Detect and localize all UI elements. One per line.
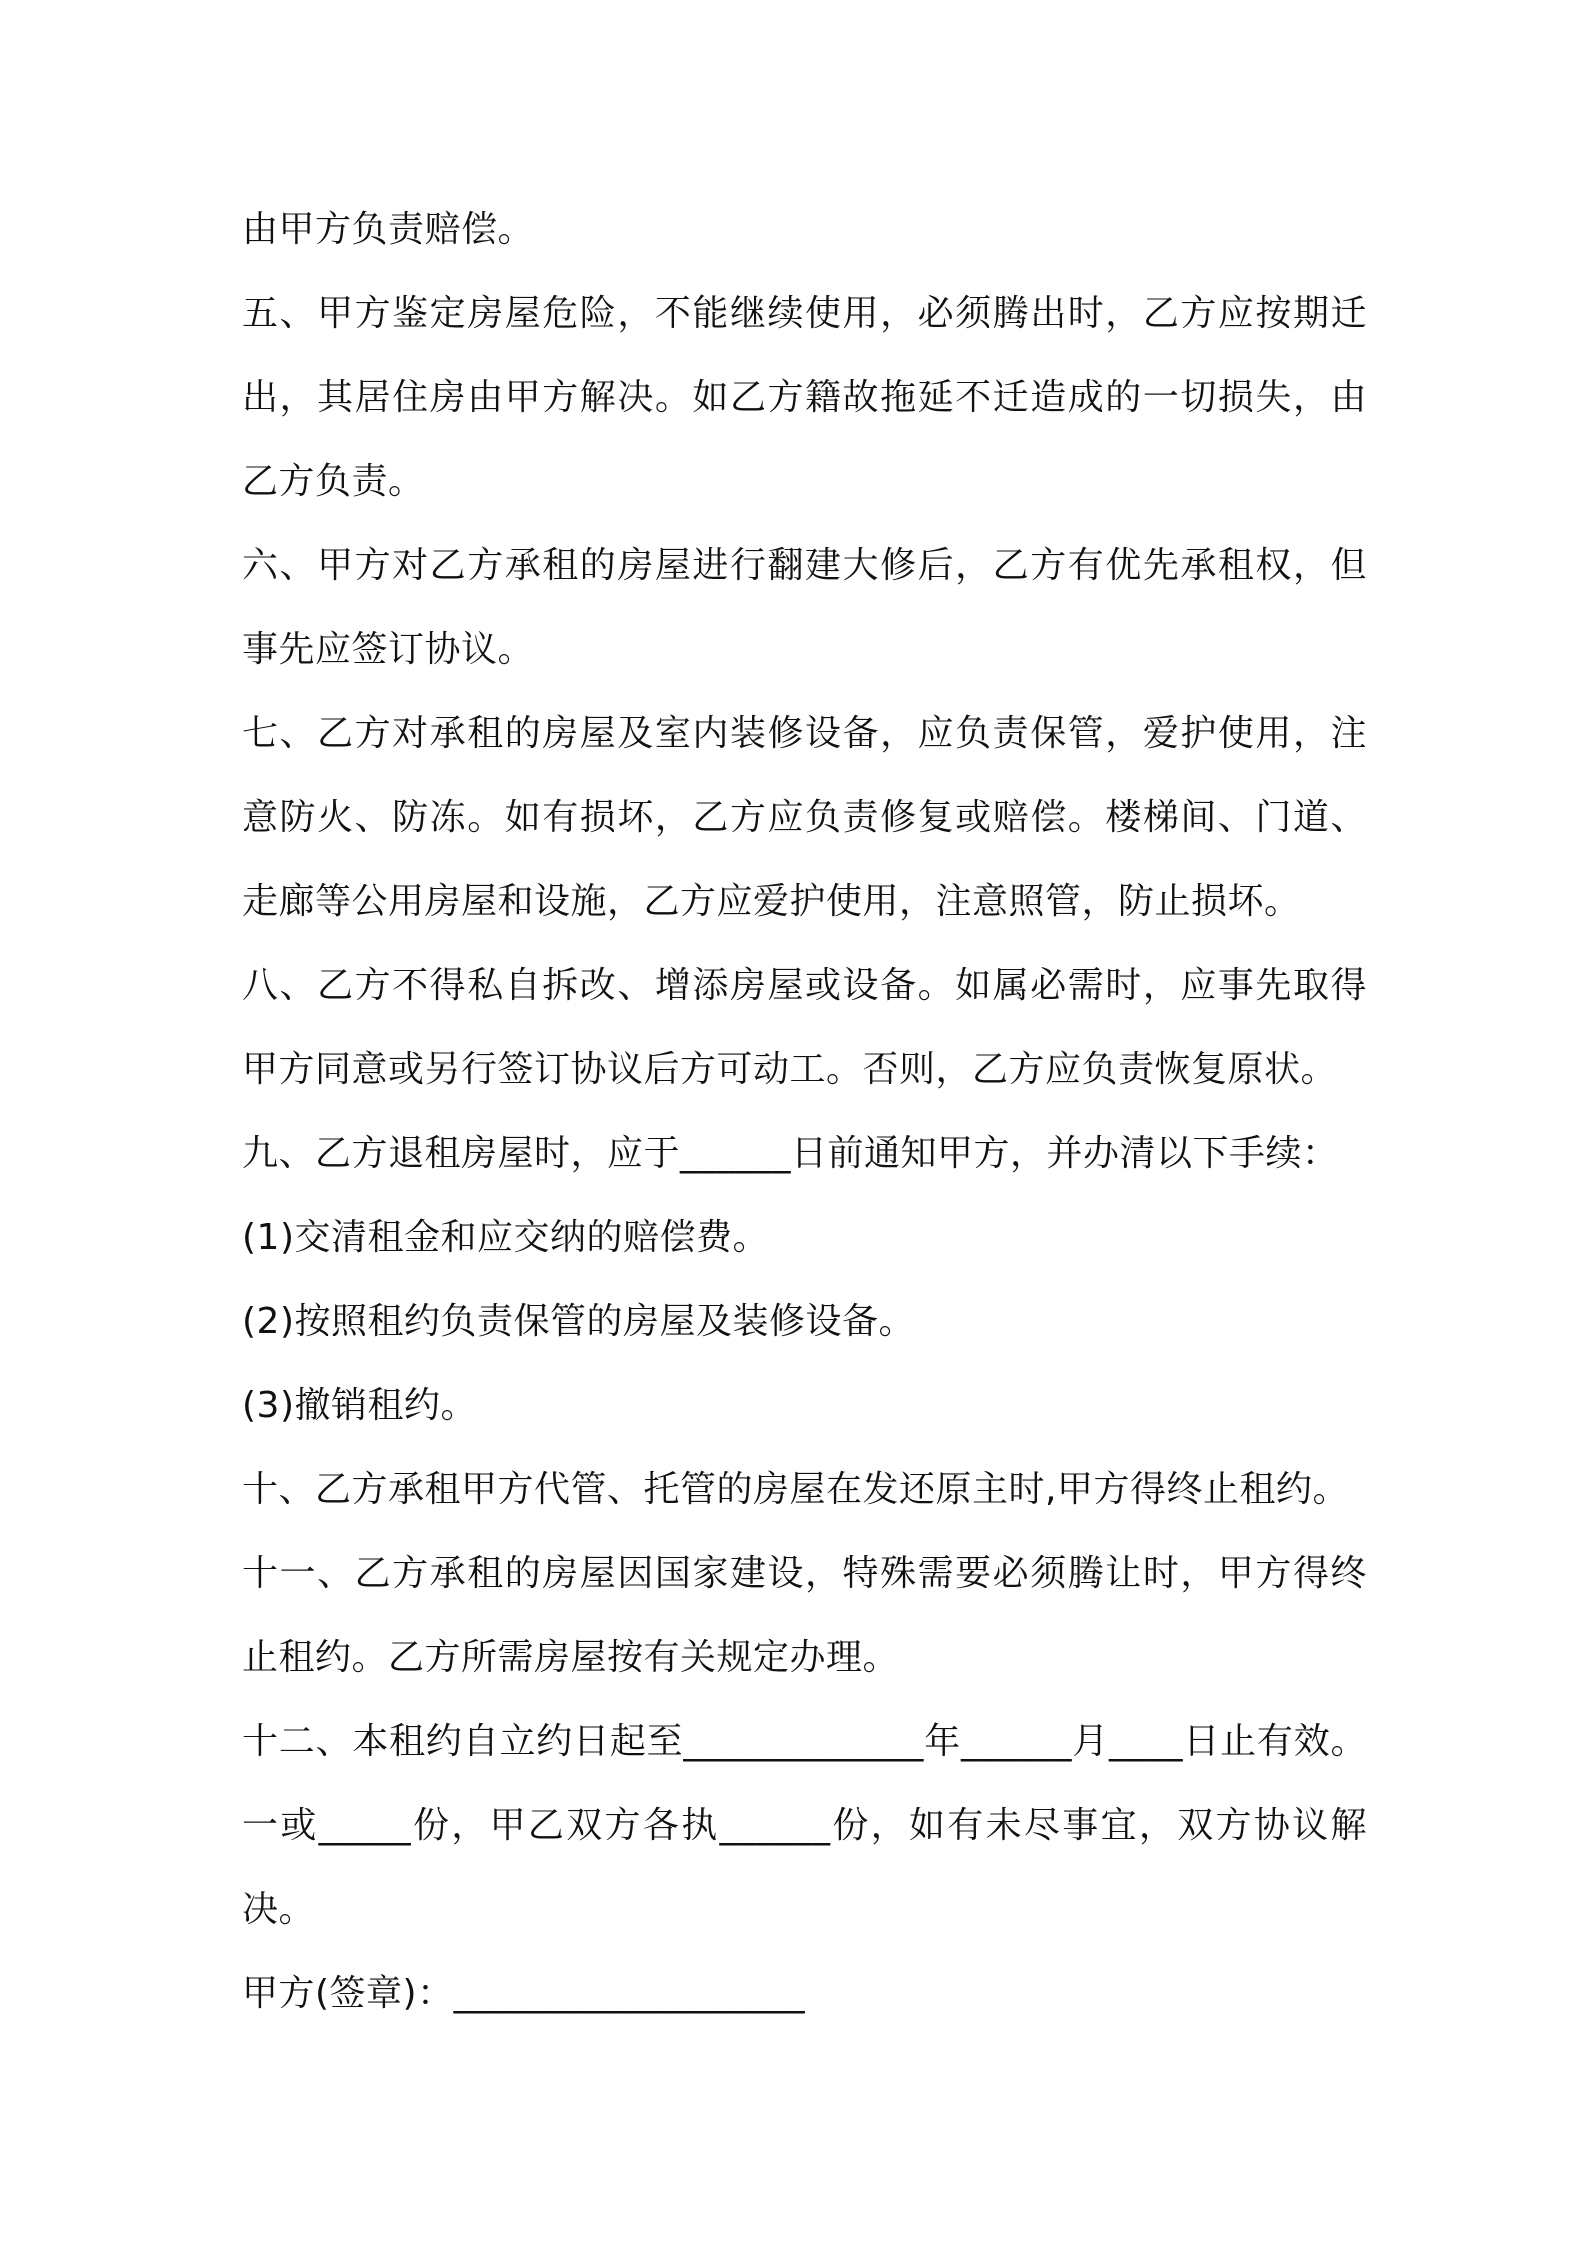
clause-8: 八、乙方不得私自拆改、增添房屋或设备。如属必需时，应事先取得甲方同意或另行签订协议后方可动工。否则，乙方应负责恢复原状。 <box>242 965 1367 1090</box>
paragraph-continuation: 由甲方负责赔偿。 <box>242 209 535 250</box>
party-a-signature-line: 甲方(签章)：___________________ <box>242 1973 806 2014</box>
clause-9-item-2: (2)按照租约负责保管的房屋及装修设备。 <box>242 1301 915 1342</box>
clause-9-item-1: (1)交清租金和应交纳的赔偿费。 <box>242 1217 769 1258</box>
clause-10: 十、乙方承租甲方代管、托管的房屋在发还原主时,甲方得终止租约。 <box>242 1469 1349 1510</box>
clause-5: 五、甲方鉴定房屋危险，不能继续使用，必须腾出时，乙方应按期迁出，其居住房由甲方解决。如乙方籍故拖延不迁造成的一切损失，由乙方负责。 <box>242 293 1367 502</box>
clause-11: 十一、乙方承租的房屋因国家建设，特殊需要必须腾让时，甲方得终止租约。乙方所需房屋按有关规定办理。 <box>242 1553 1367 1678</box>
clause-9: 九、乙方退租房屋时，应于______日前通知甲方，并办清以下手续： <box>242 1133 1339 1174</box>
clause-12: 十二、本租约自立约日起至_____________年______月____日止有效。一或_____份，甲乙双方各执______份，如有未尽事宜，双方协议解决。 <box>242 1721 1367 1930</box>
contract-body <box>242 188 1367 2036</box>
clause-6: 六、甲方对乙方承租的房屋进行翻建大修后，乙方有优先承租权，但事先应签订协议。 <box>242 545 1367 670</box>
clause-9-item-3: (3)撤销租约。 <box>242 1385 477 1426</box>
clause-7: 七、乙方对承租的房屋及室内装修设备，应负责保管，爱护使用，注意防火、防冻。如有损坏，乙方应负责修复或赔偿。楼梯间、门道、走廊等公用房屋和设施，乙方应爱护使用，注意照管，防止损坏。 <box>242 713 1367 922</box>
